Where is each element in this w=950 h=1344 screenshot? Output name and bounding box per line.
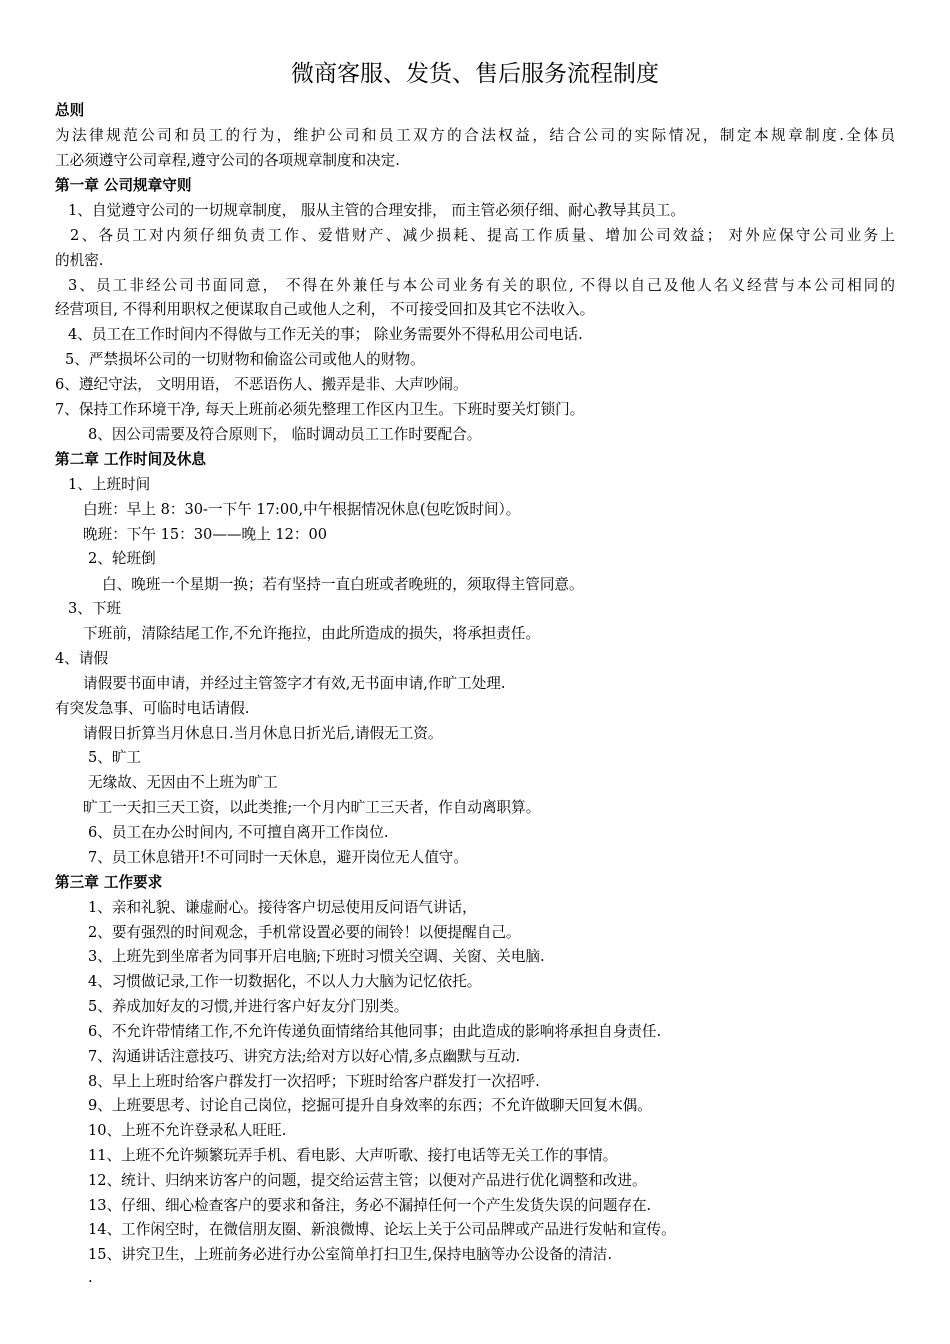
chapter2-offwork-text: 下班前，清除结尾工作,不允许拖拉，由此所造成的损失，将承担责任。 [83,625,541,642]
general-line-1: 为法律规范公司和员工的行为，维护公司和员工双方的合法权益，结合公司的实际情况，制定本规章制度.全体员 [55,127,895,144]
chapter3-item: 14、工作闲空时，在微信朋友圈、新浪微博、论坛上关于公司品牌或产品进行发帖和宣传。 [88,1221,676,1238]
chapter3-item: 8、早上上班时给客户群发打一次招呼；下班时给客户群发打一次招呼. [88,1073,540,1090]
chapter3-item: 12、统计、归纳来访客户的问题，提交给运营主管；以便对产品进行优化调整和改进。 [88,1172,647,1189]
chapter2-item-2: 2、轮班倒 [88,550,156,567]
chapter2-night-shift: 晚班：下午 15：30——晚上 12：00 [83,526,328,543]
chapter1-item-8: 8、因公司需要及符合原则下， 临时调动员工工作时要配合。 [88,426,482,443]
chapter1-item-6: 6、遵纪守法， 文明用语， 不恶语伤人、搬弄是非、大声吵闹。 [55,376,468,393]
chapter3-item: 9、上班要思考、讨论自己岗位，挖掘可提升自身效率的东西；不允许做聊天回复木偶。 [88,1097,652,1114]
chapter1-item-7: 7、保持工作环境干净, 每天上班前必须先整理工作区内卫生。下班时要关灯锁门。 [55,401,585,418]
chapter2-leave-text-2: 有突发急事、可临时电话请假. [55,700,250,717]
chapter2-item-1: 1、上班时间 [68,476,151,493]
chapter2-item-3: 3、下班 [68,600,122,617]
chapter1-item-3b: 经营项目, 不得利用职权之便谋取自己或他人之利， 不可接受回扣及其它不法收入。 [55,301,595,318]
chapter3-heading: 第三章 工作要求 [55,874,163,891]
chapter1-item-2b: 的机密. [55,252,104,269]
chapter1-item-5: 5、严禁损坏公司的一切财物和偷盗公司或他人的财物。 [65,351,425,368]
chapter1-item-4: 4、员工在工作时间内不得做与工作无关的事； 除业务需要外不得私用公司电话. [68,326,583,343]
chapter2-day-shift: 白班：早上 8：30-一下午 17:00,中午根据情况休息(包吃饭时间）。 [83,501,521,518]
chapter3-item: 6、不允许带情绪工作,不允许传递负面情绪给其他同事；由此造成的影响将承担自身责任. [88,1023,662,1040]
chapter3-item: 4、习惯做记录,工作一切数据化，不以人力大脑为记忆依托。 [88,973,482,990]
chapter3-item: 5、养成加好友的习惯,并进行客户好友分门别类。 [88,998,409,1015]
document-title: 微商客服、发货、售后服务流程制度 [291,61,659,87]
chapter3-item: 11、上班不允许频繁玩弄手机、看电影、大声听歌、接打电话等无关工作的事情。 [88,1147,618,1164]
chapter1-item-1: 1、自觉遵守公司的一切规章制度， 服从主管的合理安排， 而主管必须仔细、耐心教导其员工。 [68,202,685,219]
chapter2-absence-text-2: 旷工一天扣三天工资，以此类推;一个月内旷工三天者，作自动离职算。 [83,799,541,816]
chapter1-heading: 第一章 公司规章守则 [55,177,192,194]
chapter2-leave-text-3: 请假日折算当月休息日.当月休息日折光后,请假无工资。 [83,725,443,742]
chapter2-item-6: 6、员工在办公时间内, 不可擅自离开工作岗位. [88,824,389,841]
chapter2-item-4: 4、请假 [55,650,109,667]
chapter2-item-7: 7、员工休息错开!不可同时一天休息，避开岗位无人值守。 [88,849,468,866]
chapter2-heading: 第二章 工作时间及休息 [55,451,207,468]
chapter3-item: 13、仔细、细心检查客户的要求和备注，务必不漏掉任何一个产生发货失误的问题存在. [88,1197,652,1214]
chapter3-item: 7、沟通讲话注意技巧、讲究方法;给对方以好心情,多点幽默与互动. [88,1048,521,1065]
chapter3-item: 1、亲和礼貌、谦虚耐心。接待客户切忌使用反问语气讲话， [88,899,477,916]
chapter2-item-5: 5、旷工 [88,749,142,766]
chapter2-leave-text-1: 请假要书面申请，并经过主管签字才有效,无书面申请,作旷工处理. [83,675,506,692]
trailing-dot: . [88,1269,93,1286]
chapter3-item: 10、上班不允许登录私人旺旺. [88,1122,287,1139]
general-heading: 总则 [55,102,85,119]
chapter3-item: 3、上班先到坐席者为同事开启电脑;下班时习惯关空调、关窗、关电脑. [88,948,545,965]
chapter2-absence-text-1: 无缘故、无因由不上班为旷工 [88,774,278,791]
general-line-2: 工必须遵守公司章程,遵守公司的各项规章制度和决定. [55,152,400,169]
chapter1-item-3a: 3、员工非经公司书面同意， 不得在外兼任与本公司业务有关的职位, 不得以自己及他人名义经营与本公司相同的 [68,277,895,294]
chapter2-rotation-text: 白、晚班一个星期一换；若有坚持一直白班或者晚班的，须取得主管同意。 [102,576,584,593]
chapter1-item-2a: 2、各员工对内须仔细负责工作、爱惜财产、减少损耗、提高工作质量、增加公司效益； 对外应保守公司业务上 [70,227,895,244]
chapter3-item: 15、讲究卫生，上班前务必进行办公室简单打扫卫生,保持电脑等办公设备的清洁. [88,1246,613,1263]
chapter3-item: 2、要有强烈的时间观念，手机常设置必要的闹铃！以便提醒自己。 [88,924,521,941]
